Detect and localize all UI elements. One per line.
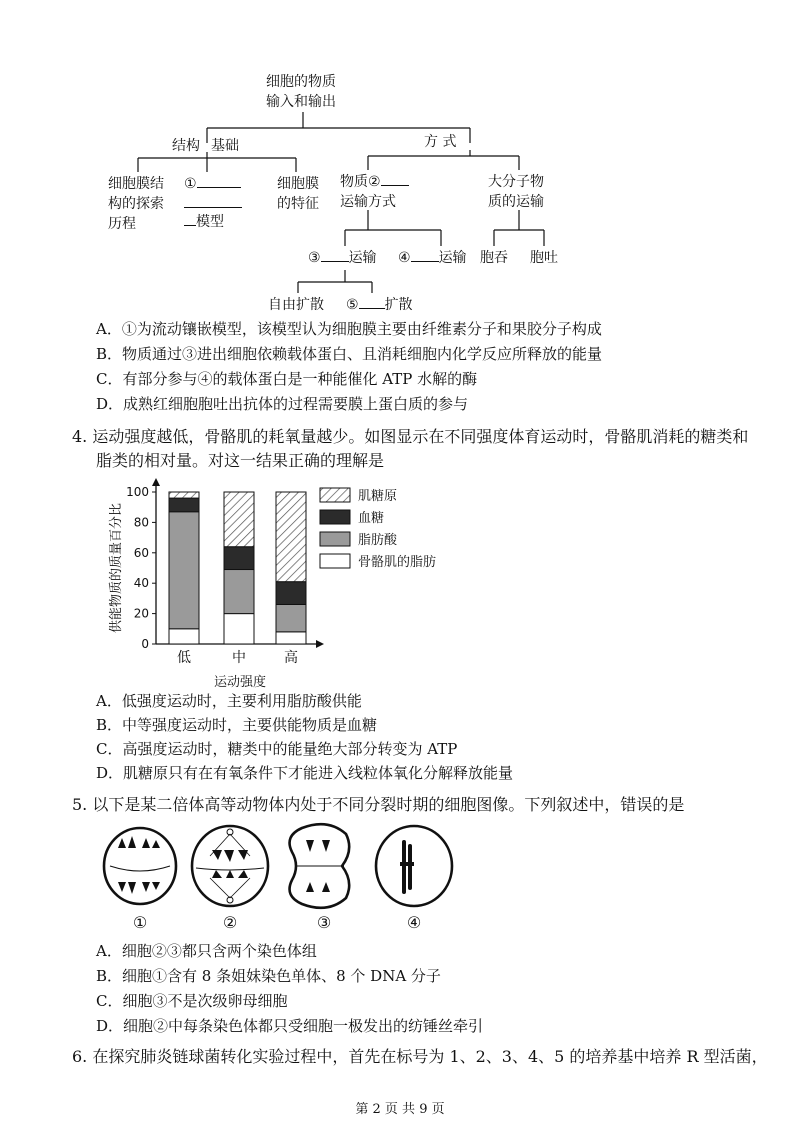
- tree-root-line2: 输入和输出: [266, 94, 336, 110]
- legend-label: 肌糖原: [358, 489, 398, 504]
- tree-exocytosis: 胞吐: [530, 250, 558, 266]
- y-tick-label: 100: [126, 485, 149, 499]
- tree-history-l2: 构的探索: [108, 196, 164, 212]
- legend-swatch: [320, 488, 350, 502]
- q3-option-a: A．①为流动镶嵌模型，该模型认为细胞膜主要由纤维素分子和果胶分子构成: [96, 320, 602, 338]
- tree-root-line1: 细胞的物质: [266, 74, 336, 90]
- q6-stem: 6. 在探究肺炎链球菌转化实验过程中，首先在标号为 1、2、3、4、5 的培养基中培养 R 型活菌，: [72, 1047, 768, 1066]
- bar-segment: [224, 614, 254, 644]
- bar-segment: [169, 498, 199, 512]
- cell-4-chromosomes: [400, 840, 414, 894]
- cell-3-figure: [290, 824, 350, 908]
- cell-label-3: ③: [316, 913, 332, 932]
- tree-model-line2: [184, 212, 224, 233]
- q4-option-b: B．中等强度运动时，主要供能物质是血糖: [96, 716, 378, 734]
- q4-option-c: C．高强度运动时，糖类中的能量绝大部分转变为 ATP: [96, 740, 458, 758]
- concept-map-lines: [0, 0, 800, 320]
- blank-2: [381, 185, 409, 186]
- x-axis-label: 运动强度: [213, 675, 267, 690]
- cell-1-chromosomes: [118, 836, 160, 894]
- tree-history-l3: 历程: [108, 216, 136, 232]
- tree-diffusion-5-text: 扩散: [384, 297, 413, 313]
- tree-endocytosis: 胞吞: [480, 250, 508, 266]
- tree-feature-l2: 的特征: [277, 196, 319, 212]
- blank-5: [359, 308, 385, 309]
- bar-segment: [169, 629, 199, 644]
- bar-segment: [276, 492, 306, 582]
- tree-model-line1: [184, 174, 241, 195]
- tree-diffusion-5-number: ⑤: [346, 297, 359, 313]
- bar-segment: [276, 604, 306, 631]
- cell-division-figures: [96, 820, 456, 936]
- q4-option-d: D．肌糖原只有在有氧条件下才能进入线粒体氧化分解释放能量: [96, 764, 514, 782]
- tree-transport-4-number: ④: [398, 250, 411, 266]
- tree-history-l1: 细胞膜结: [108, 176, 164, 192]
- bar-segment: [276, 582, 306, 605]
- q5-stem: 5. 以下是某二倍体高等动物体内处于不同分裂时期的细胞图像。下列叙述中，错误的是: [72, 795, 685, 814]
- q5-option-d: D．细胞②中每条染色体都只受细胞一极发出的纺锤丝牵引: [96, 1017, 484, 1035]
- tree-model-number: ①: [184, 176, 197, 192]
- cell-label-2: ②: [222, 913, 238, 932]
- y-tick-label: 20: [133, 606, 149, 621]
- bar-segment: [224, 547, 254, 570]
- tree-structure-label: 结构: [172, 138, 200, 154]
- bar-segment: [224, 570, 254, 614]
- blank-1: [197, 187, 241, 188]
- tree-small-text: 物质②: [340, 174, 381, 190]
- q4-option-a: A．低强度运动时，主要利用脂肪酸供能: [96, 692, 362, 710]
- q3-option-b: B．物质通过③进出细胞依赖载体蛋白、且消耗细胞内化学反应所释放的能量: [96, 345, 603, 363]
- q3-option-d: D．成熟红细胞胞吐出抗体的过程需要膜上蛋白质的参与: [96, 395, 469, 413]
- tree-transport-4-text: 运输: [438, 250, 467, 266]
- q5-option-a: A．细胞②③都只含两个染色体组: [96, 942, 317, 960]
- cell-2-chromosomes: [212, 850, 248, 878]
- legend-swatch: [320, 532, 350, 546]
- chart-legend: [318, 484, 458, 576]
- blank-4: [411, 261, 439, 262]
- y-axis-label: 供能物质的质量百分比: [109, 502, 124, 634]
- cell-2-figure: [192, 826, 268, 906]
- y-tick-label: 40: [133, 576, 149, 591]
- q4-stem-line2: 脂类的相对量。对这一结果正确的理解是: [96, 451, 385, 470]
- x-axis-arrow: [316, 640, 324, 648]
- tree-basis-label: 基础: [211, 138, 239, 154]
- y-tick-label: 80: [133, 515, 149, 530]
- y-axis-arrow: [152, 478, 160, 486]
- q5-option-b: B．细胞①含有 8 条姐妹染色单体、8 个 DNA 分子: [96, 967, 441, 985]
- cell-label-1: ①: [132, 913, 148, 932]
- y-tick-label: 60: [133, 545, 149, 560]
- cell-label-4: ④: [406, 913, 422, 932]
- bar-segment: [276, 632, 306, 644]
- x-tick-label: 高: [284, 650, 298, 666]
- legend-swatch: [320, 554, 350, 568]
- tree-macro-l1: 大分子物: [488, 174, 544, 190]
- x-tick-label: 低: [177, 650, 191, 666]
- blank-3: [321, 261, 349, 262]
- q3-option-c: C．有部分参与④的载体蛋白是一种能催化 ATP 水解的酶: [96, 370, 478, 388]
- blank-1b: [184, 207, 242, 208]
- q4-stem-line1: 4. 运动强度越低，骨骼肌的耗氧量越少。如图显示在不同强度体育运动时，骨骼肌消耗的糖类和: [72, 427, 749, 446]
- legend-label: 脂肪酸: [358, 533, 398, 548]
- bar-segment: [224, 492, 254, 547]
- bar-segment: [169, 512, 199, 629]
- tree-diffusion-5: [346, 295, 413, 316]
- legend-swatch: [320, 510, 350, 524]
- tree-small-l2: 运输方式: [340, 194, 396, 210]
- tree-free-diffusion: 自由扩散: [268, 297, 324, 313]
- tree-macro-l2: 质的运输: [488, 194, 544, 210]
- tree-model-text: 模型: [196, 214, 224, 230]
- tree-transport-3-text: 运输: [348, 250, 377, 266]
- bar-segment: [169, 492, 199, 498]
- tree-small-l1: [340, 172, 409, 193]
- cell-1-figure: [104, 828, 176, 904]
- blank-1c: [184, 225, 196, 226]
- tree-transport-4: [398, 248, 467, 269]
- x-tick-label: 中: [232, 650, 246, 666]
- y-tick-label: 0: [141, 637, 149, 651]
- tree-method-label: 方 式: [424, 134, 457, 150]
- tree-transport-3: [308, 248, 377, 269]
- tree-feature-l1: 细胞膜: [277, 176, 319, 192]
- legend-label: 血糖: [358, 511, 385, 526]
- tree-transport-3-number: ③: [308, 250, 321, 266]
- legend-label: 骨骼肌的脂肪: [358, 555, 437, 570]
- page-footer: 第 2 页 共 9 页: [355, 1102, 445, 1117]
- q5-option-c: C．细胞③不是次级卵母细胞: [96, 992, 288, 1010]
